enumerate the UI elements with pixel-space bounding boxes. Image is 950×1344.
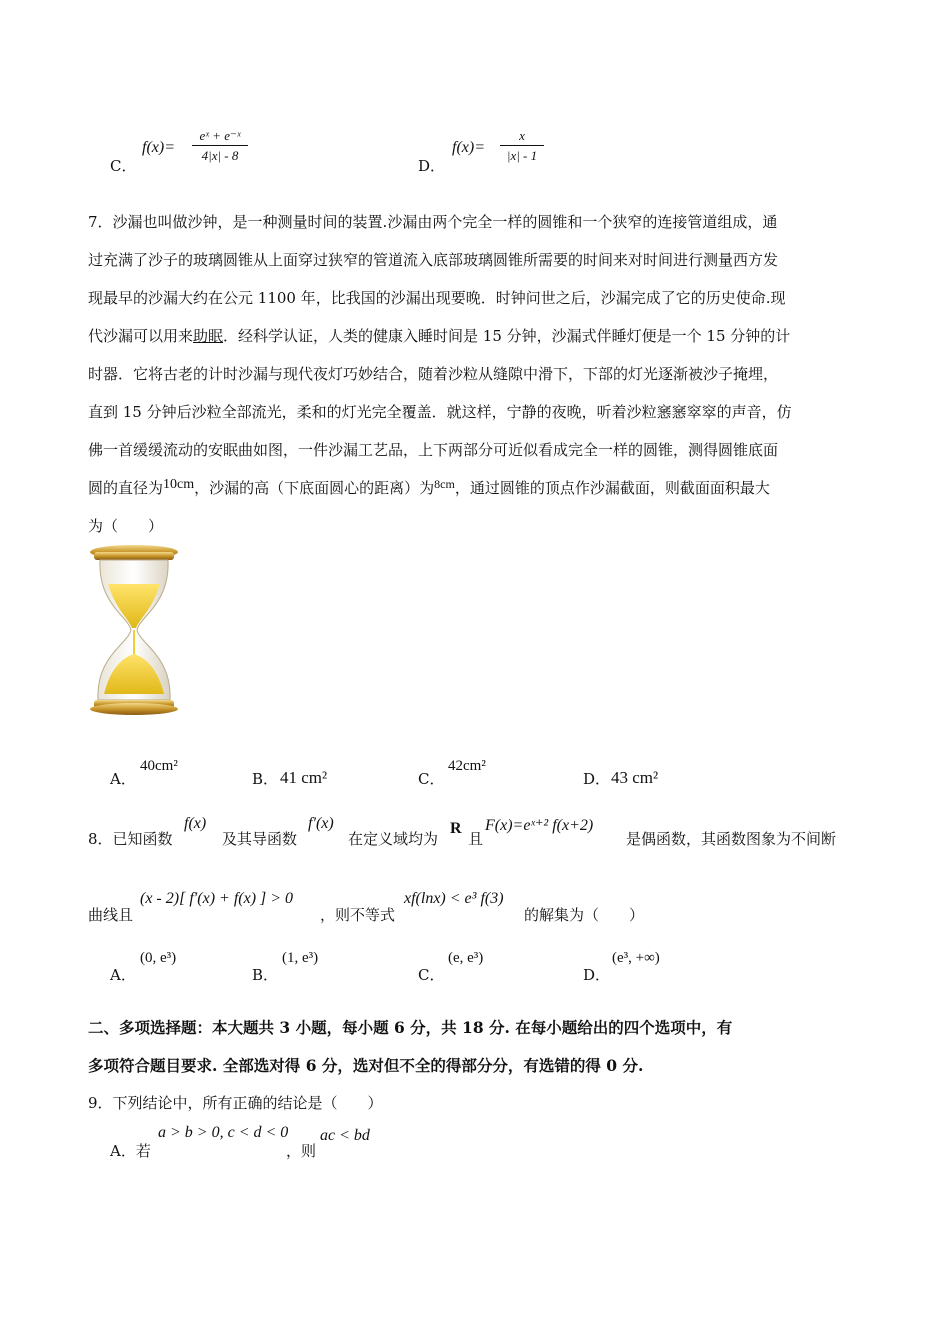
- option-d-label: D．: [418, 157, 446, 175]
- section-2-heading-line-2: 多项符合题目要求. 全部选对得 6 分，选对但不全的得部分分，有选错的得 0 分.: [88, 1056, 644, 1075]
- q8-option-b-label: B．: [252, 966, 279, 984]
- q9-option-a-conclusion: ac < bd: [320, 1127, 370, 1144]
- q8-F-def: F(x)=eˣ⁺² f(x+2): [485, 817, 594, 834]
- q7-line-4-post: ．经科学认证，人类的健康入睡时间是 15 分钟，沙漏式伴睡灯便是一个 15 分钟的计: [223, 327, 791, 345]
- option-c-fraction: [192, 128, 248, 164]
- option-d-numerator: x: [519, 128, 525, 143]
- option-c-lhs: f(x)=: [142, 139, 175, 156]
- option-c-numerator: eˣ + e⁻ˣ: [199, 128, 241, 143]
- q7-option-c-value: 42cm²: [448, 758, 486, 774]
- q7-line-2: 过充满了沙子的玻璃圆锥从上面穿过狭窄的管道流入底部玻璃圆锥所需要的时间来对时间进行测量西方发: [88, 251, 779, 269]
- q7-option-c-label: C．: [418, 770, 445, 788]
- q7-option-a-label: A．: [110, 770, 136, 788]
- q7-option-d-label: D．: [583, 770, 611, 788]
- q8-text-2: 及其导函数: [222, 830, 298, 848]
- q7-line-7: 佛一首缓缓流动的安眠曲如图，一件沙漏工艺品，上下两部分可近似看成完全一样的圆锥，测得圆锥底面: [88, 441, 779, 459]
- q8-option-d-value: (e³, +∞): [612, 950, 660, 966]
- q8-option-c-value: (e, e³): [448, 950, 484, 966]
- option-c-label: C．: [110, 157, 137, 175]
- q7-line-8-c: ，通过圆锥的顶点作沙漏截面，则截面面积最大: [454, 479, 770, 497]
- q7-line-3: 现最早的沙漏大约在公元 1100 年，比我国的沙漏出现要晚．时钟问世之后，沙漏完成了它的历史使命.现: [88, 289, 786, 307]
- q7-line-5: 时器．它将古老的计时沙漏与现代夜灯巧妙结合，随着沙粒从缝隙中滑下，下部的灯光逐渐被沙子掩埋，: [88, 365, 779, 383]
- q9-option-a-condition: a > b > 0, c < d < 0: [158, 1124, 289, 1141]
- q7-line-8-a: 圆的直径为: [88, 479, 164, 497]
- q7-underlined-word: 助眠: [193, 327, 224, 345]
- option-d-lhs: f(x)=: [452, 139, 485, 156]
- q9-option-a-mid: ，则: [286, 1142, 317, 1160]
- q7-line-1: 7．沙漏也叫做沙钟，是一种测量时间的装置.沙漏由两个完全一样的圆锥和一个狭窄的连接管道组成，通: [88, 213, 778, 231]
- q7-option-b-value: 41 cm²: [280, 768, 328, 787]
- q8-condition: (x - 2)[ f′(x) + f(x) ] > 0: [140, 890, 294, 907]
- q7-option-d-value: 43 cm²: [611, 768, 659, 787]
- q8-text-1: 8．已知函数: [88, 830, 173, 848]
- option-c-denominator: 4|x| - 8: [201, 148, 239, 163]
- q7-option-a-value: 40cm²: [140, 758, 178, 774]
- q8-text-8: 的解集为（ ）: [524, 906, 645, 924]
- q8-text-7: ，则不等式: [320, 906, 396, 924]
- q8-option-a-value: (0, e³): [140, 950, 177, 966]
- q7-height: 8cm: [434, 477, 455, 491]
- section-2-heading-line-1: 二、多项选择题：本大题共 3 小题，每小题 6 分，共 18 分. 在每小题给出的四个选项中，有: [88, 1018, 733, 1037]
- option-d-fraction: [500, 128, 544, 164]
- q8-R: R: [450, 820, 462, 837]
- q8-f-prime: f′(x): [308, 815, 334, 832]
- option-d-denominator: |x| - 1: [506, 148, 538, 163]
- q8-text-6: 曲线且: [88, 906, 134, 924]
- q8-text-5: 是偶函数，其函数图象为不间断: [626, 830, 837, 848]
- q7-line-8: [88, 469, 868, 509]
- q7-line-4: [88, 317, 868, 355]
- q8-option-b-value: (1, e³): [282, 950, 319, 966]
- q9-stem: 9．下列结论中，所有正确的结论是（ ）: [88, 1094, 383, 1112]
- q7-option-b-label: B．: [252, 770, 279, 788]
- q8-option-c-label: C．: [418, 966, 445, 984]
- q8-f: f(x): [184, 815, 207, 832]
- q7-line-4-pre: 代沙漏可以用来: [88, 327, 194, 345]
- q8-text-3: 在定义域均为: [348, 830, 439, 848]
- q7-diameter: 10cm: [163, 477, 195, 492]
- q8-inequality: xf(lnx) < e³ f(3): [404, 890, 504, 907]
- q7-line-9: 为（ ）: [88, 517, 164, 535]
- q7-line-8-b: ，沙漏的高（下底面圆心的距离）为: [194, 479, 435, 497]
- hourglass-image: [88, 544, 180, 716]
- q9-option-a-label: A．若: [110, 1142, 151, 1160]
- q8-option-d-label: D．: [583, 966, 611, 984]
- q8-text-4: 且: [468, 830, 484, 848]
- q8-option-a-label: A．: [110, 966, 136, 984]
- q7-line-6: 直到 15 分钟后沙粒全部流光，柔和的灯光完全覆盖．就这样，宁静的夜晚，听着沙粒窸窸窣窣的声音，仿: [88, 403, 792, 421]
